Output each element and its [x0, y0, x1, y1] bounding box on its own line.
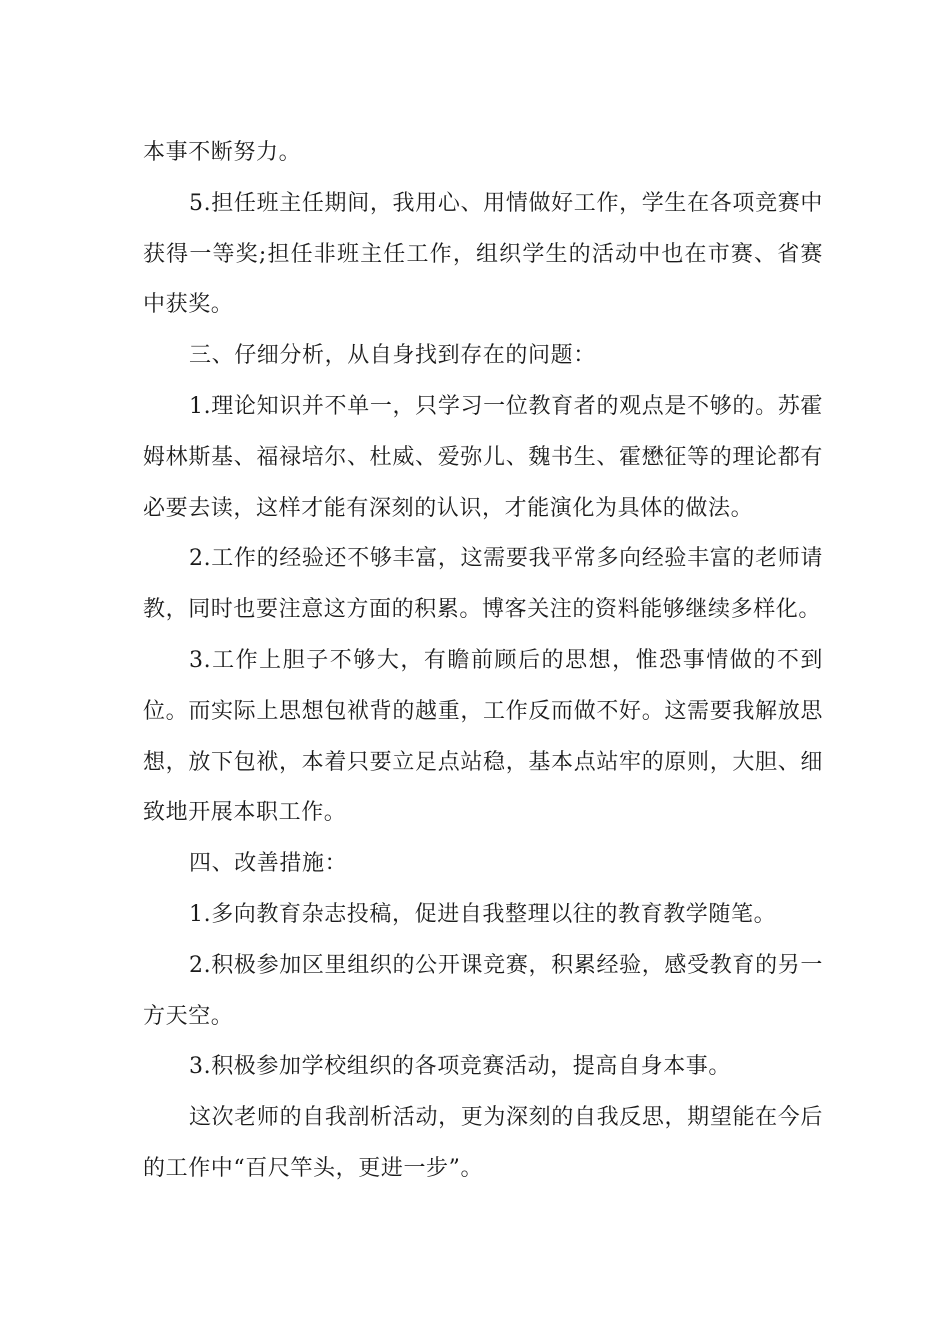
paragraph-measure-3: 3.积极参加学校组织的各项竞赛活动，提高自身本事。 — [189, 1054, 731, 1080]
paragraph-problem-1: 1.理论知识并不单一，只学习一位教育者的观点是不够的。苏霍姆林斯基、福禄培尔、杜威、爱弥儿、魏书生、霍懋征等的理论都有必要去读，这样才能有深刻的认识，才能演化为具体的做法。 — [143, 393, 823, 521]
document-body — [143, 128, 823, 1195]
paragraph-measure-2: 2.积极参加区里组织的公开课竞赛，积累经验，感受教育的另一方天空。 — [143, 952, 823, 1029]
paragraph-item-5: 5.担任班主任期间，我用心、用情做好工作，学生在各项竞赛中获得一等奖;担任非班主任工作，组织学生的活动中也在市赛、省赛中获奖。 — [143, 190, 823, 318]
paragraph-problem-3: 3.工作上胆子不够大，有瞻前顾后的思想，惟恐事情做的不到位。而实际上思想包袱背的越重，工作反而做不好。这需要我解放思想，放下包袱，本着只要立足点站稳，基本点站牢的原则，大胆、细致地开展本职工作。 — [143, 647, 823, 826]
section-heading-4: 四、改善措施： — [189, 851, 348, 877]
paragraph-continuation: 本事不断努力。 — [143, 140, 302, 165]
section-heading-3: 三、仔细分析，从自身找到存在的问题： — [189, 343, 596, 369]
paragraph-measure-1: 1.多向教育杂志投稿，促进自我整理以往的教育教学随笔。 — [189, 901, 777, 927]
paragraph-conclusion: 这次老师的自我剖析活动，更为深刻的自我反思，期望能在今后的工作中“百尺竿头，更进一步”。 — [143, 1105, 823, 1181]
paragraph-problem-2: 2.工作的经验还不够丰富，这需要我平常多向经验丰富的老师请教，同时也要注意这方面的积累。博客关注的资料能够继续多样化。 — [143, 546, 823, 623]
